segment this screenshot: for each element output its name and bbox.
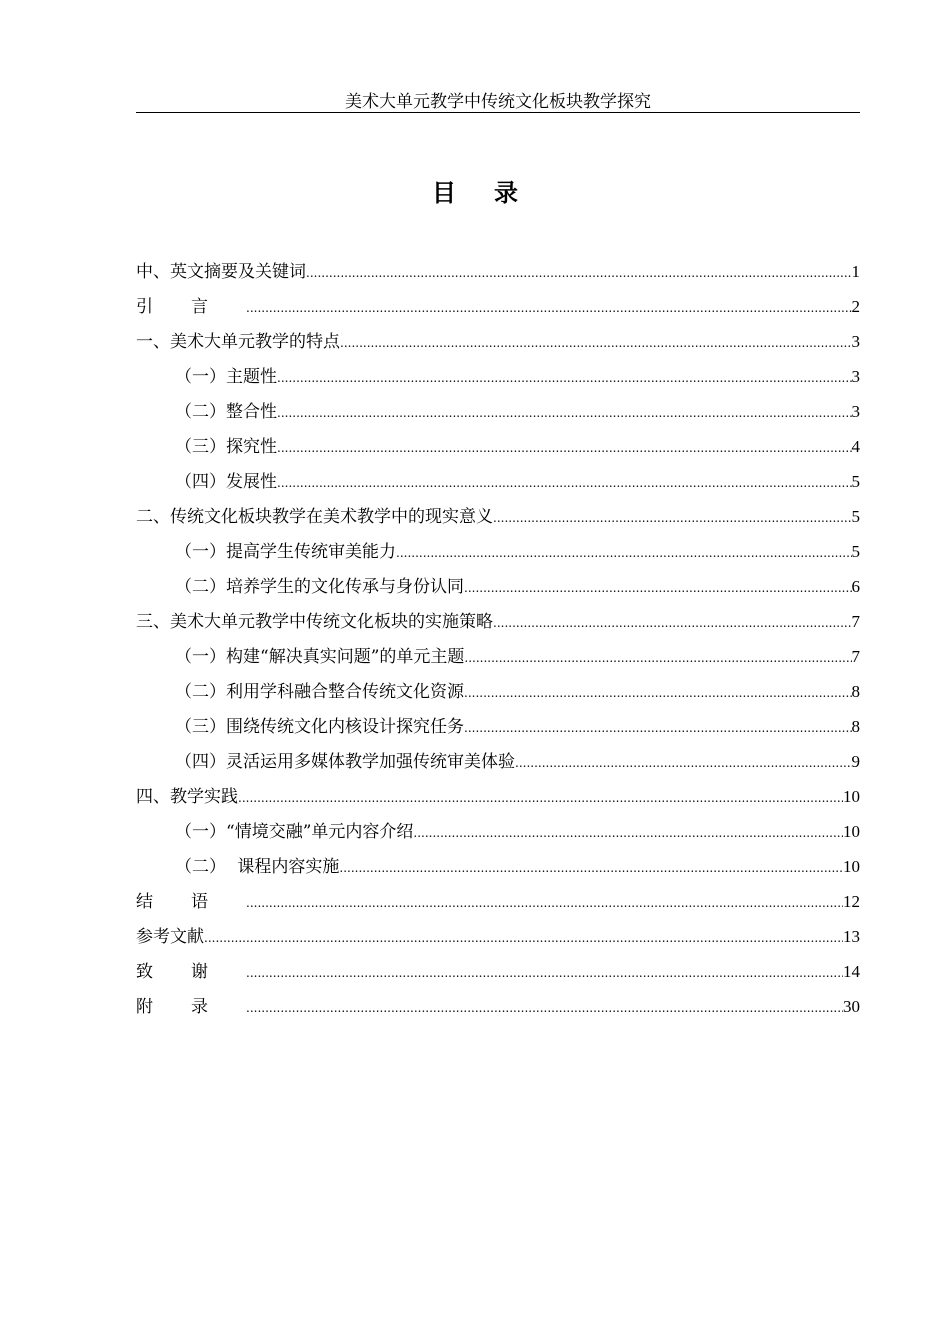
toc-entry-label: （二）整合性 <box>175 402 277 422</box>
toc-entry-label: （一）主题性 <box>175 367 277 387</box>
toc-entry-conclusion[interactable] <box>136 884 860 919</box>
toc-entry-label: （二）培养学生的文化传承与身份认同 <box>175 577 464 597</box>
toc-entry-page: 6 <box>851 577 860 596</box>
dot-leader <box>238 781 843 816</box>
table-of-contents <box>136 254 860 1024</box>
toc-entry-label: 二、传统文化板块教学在美术教学中的现实意义 <box>136 507 493 527</box>
toc-entry-label: （四）发展性 <box>175 472 277 492</box>
toc-entry-section-1[interactable] <box>136 324 860 359</box>
toc-entry-page: 12 <box>843 892 860 911</box>
toc-entry-label: 附录 <box>136 997 246 1017</box>
dot-leader <box>413 816 843 851</box>
toc-entry-page: 2 <box>851 297 860 316</box>
running-header: 美术大单元教学中传统文化板块教学探究 <box>345 92 651 112</box>
toc-entry-page: 4 <box>851 437 860 456</box>
toc-entry-section-4-2[interactable] <box>136 849 860 884</box>
toc-entry-label: 致谢 <box>136 962 246 982</box>
toc-entry-page: 5 <box>851 472 860 491</box>
toc-entry-label: 引言 <box>136 297 246 317</box>
dot-leader <box>464 711 852 746</box>
toc-entry-section-3-2[interactable] <box>136 674 860 709</box>
toc-entry-page: 14 <box>843 962 860 981</box>
dot-leader <box>277 361 852 396</box>
toc-entry-section-2-2[interactable] <box>136 569 860 604</box>
toc-entry-page: 7 <box>851 647 860 666</box>
toc-entry-page: 5 <box>851 507 860 526</box>
dot-leader <box>246 956 843 991</box>
header-divider <box>136 112 860 113</box>
toc-entry-acknowledgements[interactable] <box>136 954 860 989</box>
dot-leader <box>246 991 843 1026</box>
toc-entry-label: （四）灵活运用多媒体教学加强传统审美体验 <box>175 752 515 772</box>
dot-leader <box>464 641 851 676</box>
toc-entry-page: 3 <box>851 402 860 421</box>
toc-entry-section-2[interactable] <box>136 499 860 534</box>
toc-entry-label: 结语 <box>136 892 246 912</box>
toc-entry-label: （三）探究性 <box>175 437 277 457</box>
toc-title: 目录 <box>432 178 556 207</box>
toc-entry-section-4[interactable] <box>136 779 860 814</box>
toc-entry-page: 7 <box>851 612 860 631</box>
dot-leader <box>340 326 852 361</box>
toc-entry-page: 30 <box>843 997 860 1016</box>
toc-entry-references[interactable] <box>136 919 860 954</box>
dot-leader <box>277 396 852 431</box>
toc-entry-label: （一）“情境交融”单元内容介绍 <box>175 822 414 842</box>
dot-leader <box>277 466 852 501</box>
toc-entry-page: 5 <box>851 542 860 561</box>
toc-entry-label: （二） 课程内容实施 <box>175 857 340 877</box>
toc-entry-page: 10 <box>843 787 860 806</box>
dot-leader <box>246 886 843 921</box>
toc-entry-section-1-2[interactable] <box>136 394 860 429</box>
dot-leader <box>464 676 852 711</box>
dot-leader <box>246 291 852 326</box>
toc-entry-page: 3 <box>851 332 860 351</box>
dot-leader <box>396 536 852 571</box>
toc-entry-label: （一）构建“解决真实问题”的单元主题 <box>175 647 465 667</box>
toc-entry-label: （一）提高学生传统审美能力 <box>175 542 396 562</box>
toc-entry-label: （二）利用学科融合整合传统文化资源 <box>175 682 464 702</box>
toc-entry-page: 8 <box>851 717 860 736</box>
toc-entry-label: （三）围绕传统文化内核设计探究任务 <box>175 717 464 737</box>
toc-entry-section-2-1[interactable] <box>136 534 860 569</box>
toc-entry-abstract[interactable] <box>136 254 860 289</box>
toc-entry-section-1-3[interactable] <box>136 429 860 464</box>
toc-entry-section-4-1[interactable] <box>136 814 860 849</box>
toc-entry-section-3-4[interactable] <box>136 744 860 779</box>
dot-leader <box>277 431 852 466</box>
dot-leader <box>306 256 852 291</box>
toc-entry-label: 四、教学实践 <box>136 787 238 807</box>
toc-entry-page: 3 <box>851 367 860 386</box>
toc-entry-page: 1 <box>851 262 860 281</box>
toc-entry-label: 一、美术大单元教学的特点 <box>136 332 340 352</box>
toc-entry-section-1-4[interactable] <box>136 464 860 499</box>
dot-leader <box>493 501 852 536</box>
dot-leader <box>204 921 843 956</box>
toc-entry-page: 9 <box>851 752 860 771</box>
toc-entry-page: 10 <box>843 822 860 841</box>
dot-leader <box>339 851 843 886</box>
toc-entry-section-3-1[interactable] <box>136 639 860 674</box>
dot-leader <box>464 571 852 606</box>
toc-entry-page: 8 <box>851 682 860 701</box>
toc-entry-introduction[interactable] <box>136 289 860 324</box>
toc-entry-section-1-1[interactable] <box>136 359 860 394</box>
dot-leader <box>493 606 852 641</box>
toc-entry-label: 参考文献 <box>136 927 204 947</box>
dot-leader <box>515 746 852 781</box>
toc-entry-section-3[interactable] <box>136 604 860 639</box>
toc-entry-page: 13 <box>843 927 860 946</box>
toc-entry-label: 三、美术大单元教学中传统文化板块的实施策略 <box>136 612 493 632</box>
toc-entry-appendix[interactable] <box>136 989 860 1024</box>
toc-entry-section-3-3[interactable] <box>136 709 860 744</box>
toc-entry-label: 中、英文摘要及关键词 <box>136 262 306 282</box>
toc-entry-page: 10 <box>843 857 860 876</box>
